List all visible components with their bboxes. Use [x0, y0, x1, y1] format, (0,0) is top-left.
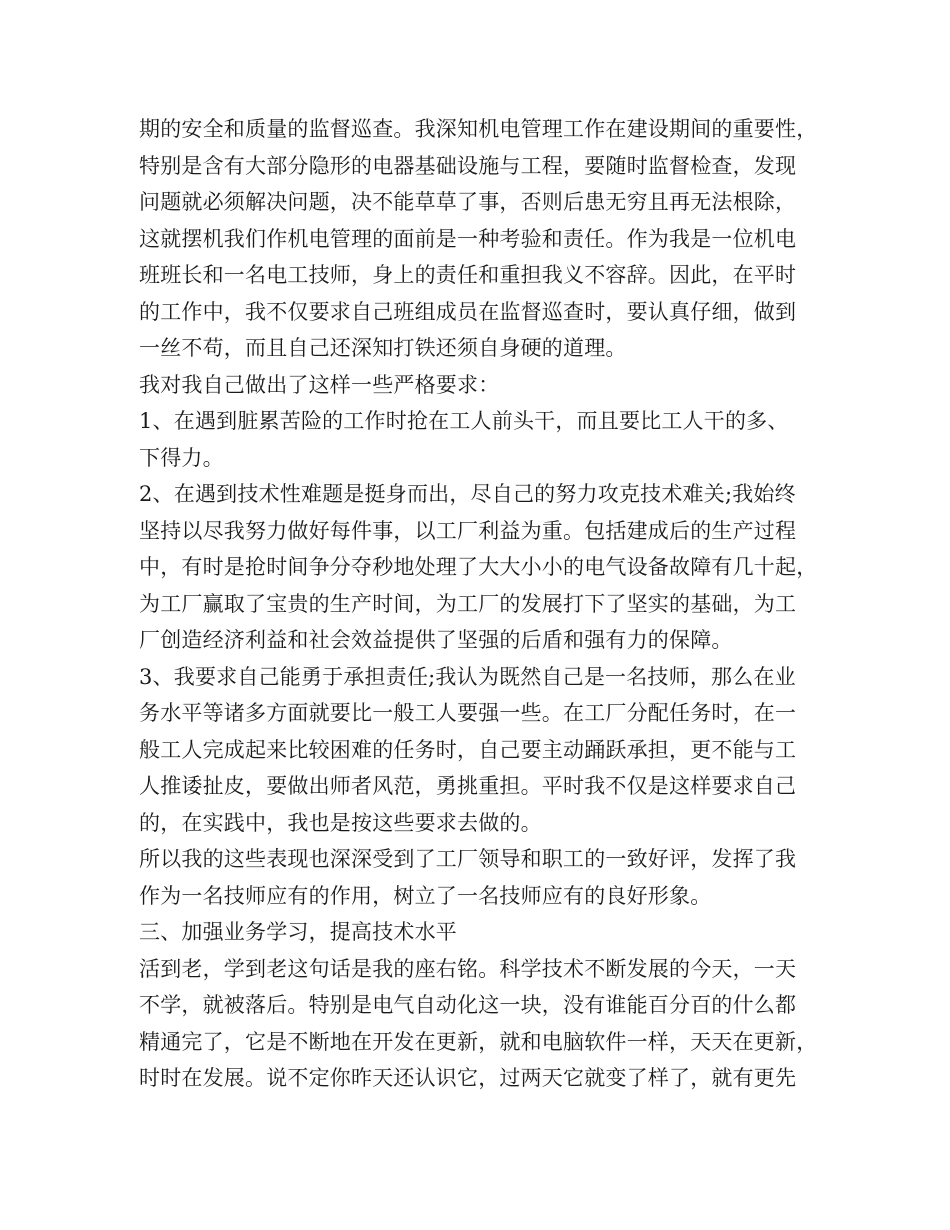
text-line: 一丝不苟，而且自己还深知打铁还须自身硬的道理。 [139, 336, 627, 360]
text-line: 所以我的这些表现也深深受到了工厂领导和职工的一致好评，发挥了我 [139, 847, 797, 871]
text-line: 作为一名技师应有的作用，树立了一名技师应有的良好形象。 [139, 883, 712, 908]
text-line: 般工人完成起来比较困难的任务时，自己要主动踊跃承担，更不能与工 [139, 737, 797, 762]
text-line: 人推诿扯皮，要做出师者风范，勇挑重担。平时我不仅是这样要求自己 [139, 774, 797, 798]
text-line: 班班长和一名电工技师，身上的责任和重担我义不容辞。因此，在平时 [139, 263, 797, 287]
text-line: 2、在遇到技术性难题是挺身而出，尽自己的努力攻克技术难关;我始终 [139, 482, 796, 506]
text-line: 中，有时是抢时间争分夺秒地处理了大大小小的电气设备故障有几十起， [139, 555, 818, 579]
text-line: 下得力。 [139, 445, 224, 470]
text-line: 这就摆机我们作机电管理的面前是一种考验和责任。作为我是一位机电 [139, 226, 797, 251]
text-line: 厂创造经济利益和社会效益提供了坚强的后盾和强有力的保障。 [139, 628, 733, 652]
text-line: 不学，就被落后。特别是电气自动化这一块，没有谁能百分百的什么都 [139, 993, 797, 1017]
text-line: 3、我要求自己能勇于承担责任;我认为既然自己是一名技师，那么在业 [139, 664, 796, 689]
text-line: 时时在发展。说不定你昨天还认识它，过两天它就变了样了，就有更先 [139, 1066, 797, 1090]
text-line: 的工作中，我不仅要求自己班组成员在监督巡查时，要认真仔细，做到 [139, 299, 797, 324]
text-line: 活到老，学到老这句话是我的座右铭。科学技术不断发展的今天，一天 [139, 956, 797, 981]
text-line: 精通完了，它是不断地在开发在更新，就和电脑软件一样，天天在更新， [139, 1029, 818, 1054]
text-line: 1、在遇到脏累苦险的工作时抢在工人前头干，而且要比工人干的多、 [139, 409, 789, 433]
text-line: 坚持以尽我努力做好每件事，以工厂利益为重。包括建成后的生产过程 [139, 518, 797, 543]
text-line: 期的安全和质量的监督巡查。我深知机电管理工作在建设期间的重要性， [139, 117, 818, 141]
text-line: 务水平等诸多方面就要比一般工人要强一些。在工厂分配任务时，在一 [139, 701, 797, 725]
text-line: 我对我自己做出了这样一些严格要求： [139, 372, 500, 397]
document-body [139, 111, 839, 1097]
text-line: 的，在实践中，我也是按这些要求去做的。 [139, 810, 542, 835]
section-heading: 三、加强业务学习，提高技术水平 [139, 920, 457, 944]
text-line: 问题就必须解决问题，决不能草草了事，否则后患无穷且再无法根除， [139, 190, 797, 214]
text-line: 为工厂赢取了宝贵的生产时间，为工厂的发展打下了坚实的基础，为工 [139, 591, 797, 616]
text-line: 特别是含有大部分隐形的电器基础设施与工程，要随时监督检查，发现 [139, 153, 797, 178]
